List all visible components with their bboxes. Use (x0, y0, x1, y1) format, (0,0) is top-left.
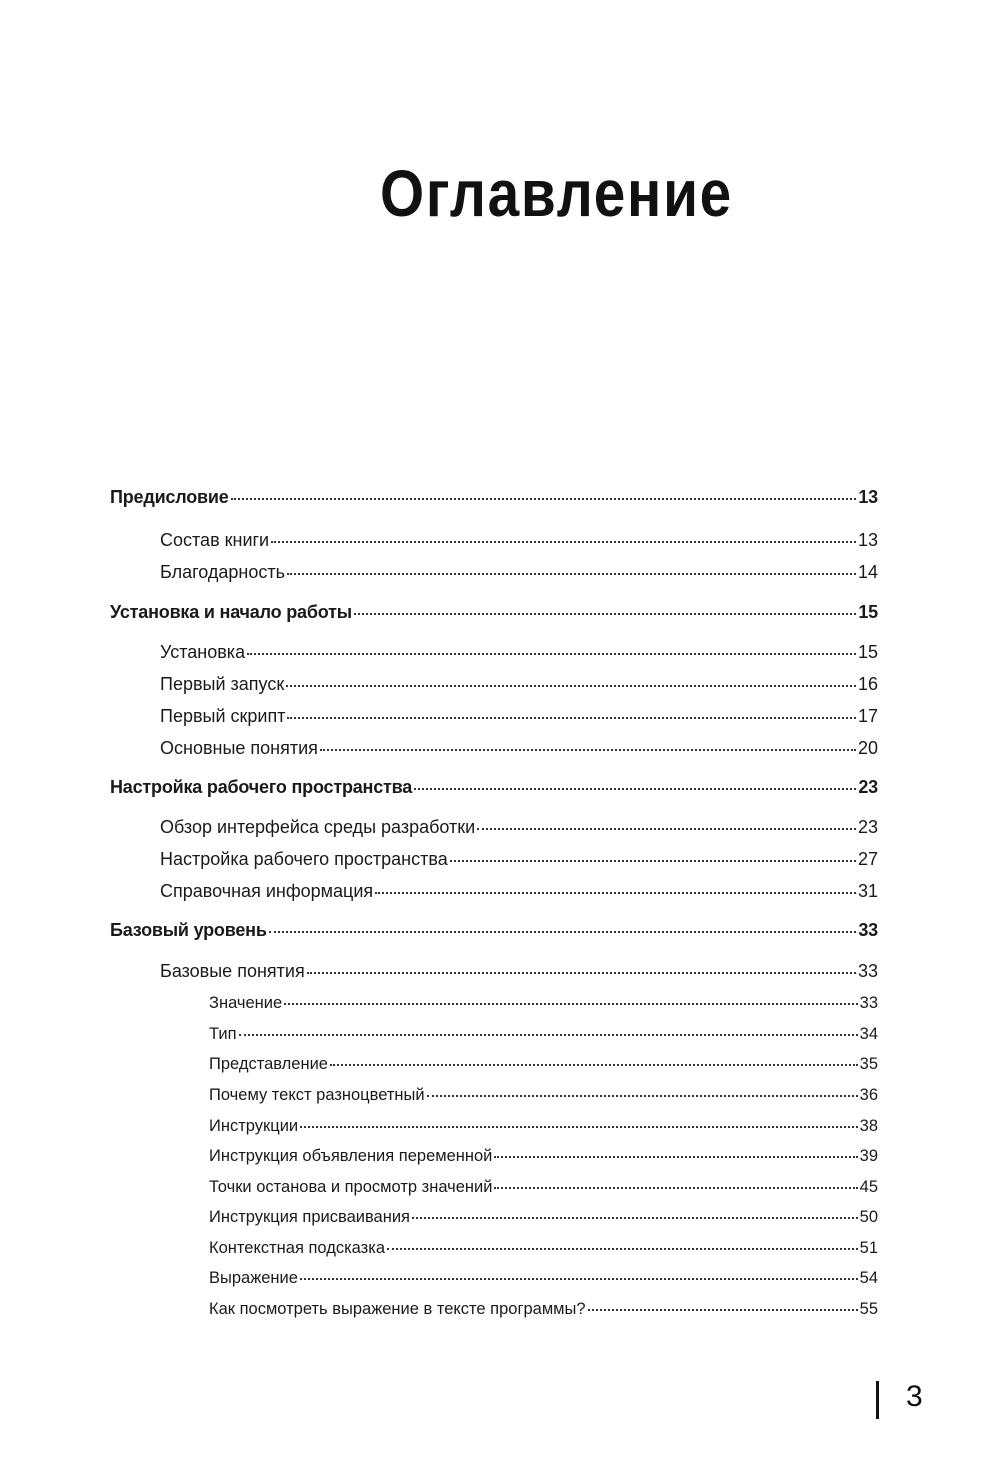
toc-entry-label: Почему текст разноцветный (209, 1085, 425, 1104)
toc-entry-page: 16 (857, 674, 878, 694)
dot-leader (239, 1022, 858, 1039)
toc-entry-page: 39 (859, 1146, 878, 1165)
toc-entry-label: Обзор интерфейса среды разработки (160, 817, 476, 837)
toc-entry-basic-concepts[interactable] (160, 736, 878, 759)
toc-entry-label: Как посмотреть выражение в тексте программы? (209, 1299, 586, 1318)
toc-entry-page: 14 (857, 562, 878, 582)
toc-entry-page: 45 (859, 1177, 878, 1196)
toc-entry-page: 15 (858, 602, 878, 622)
toc-entry-label: Значение (209, 993, 283, 1012)
toc-entry-label: Установка (160, 642, 246, 662)
toc-entry-label: Установка и начало работы (110, 602, 352, 622)
dot-leader (414, 775, 856, 793)
page-number: 3 (906, 1380, 923, 1413)
toc-entry-label: Справочная информация (160, 881, 374, 901)
dot-leader (450, 847, 856, 865)
dot-leader (477, 815, 856, 833)
toc-entry-label: Первый запуск (160, 674, 285, 694)
dot-leader (330, 1052, 858, 1069)
toc-entry-variable-declaration[interactable] (209, 1144, 878, 1166)
dot-leader (247, 640, 856, 658)
toc-entry-first-launch[interactable] (160, 672, 878, 695)
toc-entry-base-concepts[interactable] (160, 959, 878, 982)
toc-entry-label: Благодарность (160, 562, 286, 582)
toc-entry-page: 20 (857, 738, 878, 758)
page-number-divider (876, 1381, 879, 1419)
dot-leader (494, 1175, 857, 1192)
toc-entry-representation[interactable] (209, 1052, 878, 1074)
toc-entry-page: 23 (858, 777, 878, 797)
dot-leader (387, 1236, 858, 1253)
toc-entry-label: Предисловие (110, 487, 229, 507)
toc-entry-first-script[interactable] (160, 704, 878, 727)
toc-entry-page: 38 (859, 1116, 878, 1135)
dot-leader (286, 672, 856, 690)
dot-leader (320, 736, 856, 754)
toc-entry-preface[interactable] (110, 485, 878, 508)
toc-entry-ide-overview[interactable] (160, 815, 878, 838)
toc-entry-page: 17 (857, 706, 878, 726)
toc-entry-colored-text[interactable] (209, 1083, 878, 1105)
dot-leader (354, 600, 857, 618)
toc-entry-value[interactable] (209, 991, 878, 1013)
toc-entry-type[interactable] (209, 1022, 878, 1044)
dot-leader (287, 560, 856, 578)
toc-entry-label: Настройка рабочего пространства (160, 849, 448, 869)
toc-entry-page: 33 (859, 993, 878, 1012)
toc-entry-label: Инструкция присваивания (209, 1207, 410, 1226)
toc-entry-assignment[interactable] (209, 1205, 878, 1227)
toc-entry-label: Основные понятия (160, 738, 318, 758)
toc-entry-page: 13 (857, 530, 878, 550)
dot-leader (307, 959, 856, 977)
toc-entry-label: Первый скрипт (160, 706, 286, 726)
toc-entry-breakpoints[interactable] (209, 1175, 878, 1197)
toc-entry-page: 55 (859, 1299, 878, 1318)
toc-entry-label: Выражение (209, 1268, 298, 1287)
toc-entry-label: Базовый уровень (110, 920, 267, 940)
toc-entry-page: 15 (857, 642, 878, 662)
dot-leader (494, 1144, 857, 1161)
toc-entry-workspace-setup[interactable] (160, 847, 878, 870)
toc-entry-reference-info[interactable] (160, 879, 878, 902)
toc-entry-label: Состав книги (160, 530, 270, 550)
toc-entry-label: Настройка рабочего пространства (110, 777, 413, 797)
toc-entry-label: Инструкции (209, 1116, 299, 1135)
dot-leader (300, 1114, 858, 1131)
toc-entry-book-contents[interactable] (160, 528, 878, 551)
toc-entry-page: 13 (858, 487, 878, 507)
toc-entry-page: 33 (857, 961, 878, 981)
toc-entry-page: 54 (859, 1268, 878, 1287)
dot-leader (269, 918, 857, 936)
dot-leader (287, 704, 856, 722)
toc-entry-view-expression[interactable] (209, 1297, 878, 1319)
toc-entry-page: 50 (859, 1207, 878, 1226)
toc-entry-page: 34 (859, 1024, 878, 1043)
toc-entry-page: 31 (857, 881, 878, 901)
dot-leader (588, 1297, 858, 1314)
dot-leader (427, 1083, 858, 1100)
toc-entry-page: 36 (859, 1085, 878, 1104)
toc-entry-acknowledgements[interactable] (160, 560, 878, 583)
toc-entry-context-hint[interactable] (209, 1236, 878, 1258)
dot-leader (412, 1205, 858, 1222)
dot-leader (284, 991, 857, 1008)
toc-entry-page: 27 (857, 849, 878, 869)
toc-entry-installation[interactable] (160, 640, 878, 663)
toc-entry-label: Тип (209, 1024, 237, 1043)
toc-entry-label: Контекстная подсказка (209, 1238, 385, 1257)
toc-entry-workspace-section[interactable] (110, 775, 878, 798)
toc-entry-page: 33 (858, 920, 878, 940)
toc-entry-page: 35 (859, 1054, 878, 1073)
toc-entry-page: 23 (857, 817, 878, 837)
toc-entry-label: Инструкция объявления переменной (209, 1146, 493, 1165)
page-title: Оглавление (380, 156, 733, 230)
dot-leader (375, 879, 856, 897)
toc-entry-basic-level-section[interactable] (110, 918, 878, 941)
toc-entry-label: Точки останова и просмотр значений (209, 1177, 493, 1196)
toc-entry-instructions[interactable] (209, 1114, 878, 1136)
toc-entry-page: 51 (859, 1238, 878, 1257)
toc-entry-installation-section[interactable] (110, 600, 878, 623)
dot-leader (300, 1266, 858, 1283)
dot-leader (231, 485, 857, 503)
dot-leader (271, 528, 856, 546)
toc-entry-label: Представление (209, 1054, 328, 1073)
toc-entry-expression[interactable] (209, 1266, 878, 1288)
toc-entry-label: Базовые понятия (160, 961, 305, 981)
